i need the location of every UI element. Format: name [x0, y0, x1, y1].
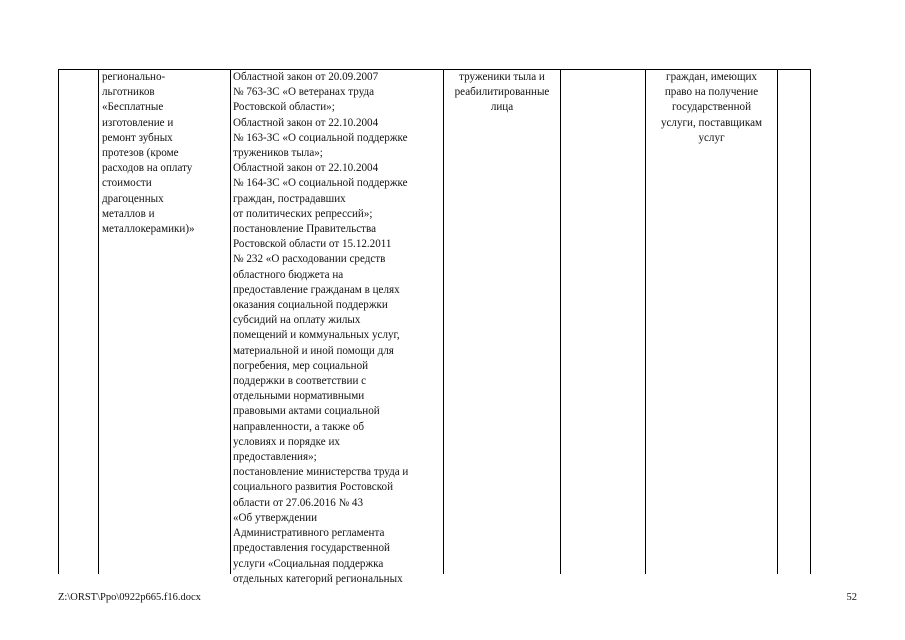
column-divider	[98, 69, 99, 574]
table-border	[810, 69, 811, 574]
column-divider	[443, 69, 444, 574]
footer-file-path: Z:\ORST\Ppo\0922p665.f16.docx	[58, 592, 201, 603]
table-cell-legal-basis: Областной закон от 20.09.2007 № 763-ЗС «О ветеранах труда Ростовской области»; Областной закон от 22.10.2004 № 163-ЗС «О социальной поддержке тружеников тыла»; Областной закон от 22.10.2004 № 164-ЗС «О социальной поддержке граждан, пострадавших от политических репрессий»; постановление Правительства Ростовской области от 15.12.2011 № 232 «О расходовании средств областного бюджета на предоставление гражданам в целях оказания социальной поддержки субсидий на оплату жилых помещений и коммунальных услуг, материальной и иной помощи для погребения, мер социальной поддержки в соответствии с отдельными нормативными правовыми актами социальной направленности, а также об условиях и порядке их предоставления»; постановление министерства труда и социального развития Ростовской области от 27.06.2016 № 43 «Об утверждении Административного регламента предоставления государственной услуги «Социальная поддержка отдельных категорий региональных	[233, 71, 409, 585]
column-divider	[777, 69, 778, 574]
column-divider	[560, 69, 561, 574]
table-cell-service-name: регионально- льготников «Бесплатные изготовление и ремонт зубных протезов (кроме расходов на оплату стоимости драгоценных металлов и металлокерамики)»	[102, 71, 195, 236]
table-cell-recipients: труженики тыла и реабилитированные лица	[454, 71, 550, 114]
table-cell-information: граждан, имеющих право на получение государственной услуги, поставщикам услуг	[660, 71, 763, 144]
column-divider	[230, 69, 231, 574]
document-table	[58, 69, 811, 585]
page-number: 52	[846, 592, 857, 603]
table-border	[58, 69, 59, 574]
